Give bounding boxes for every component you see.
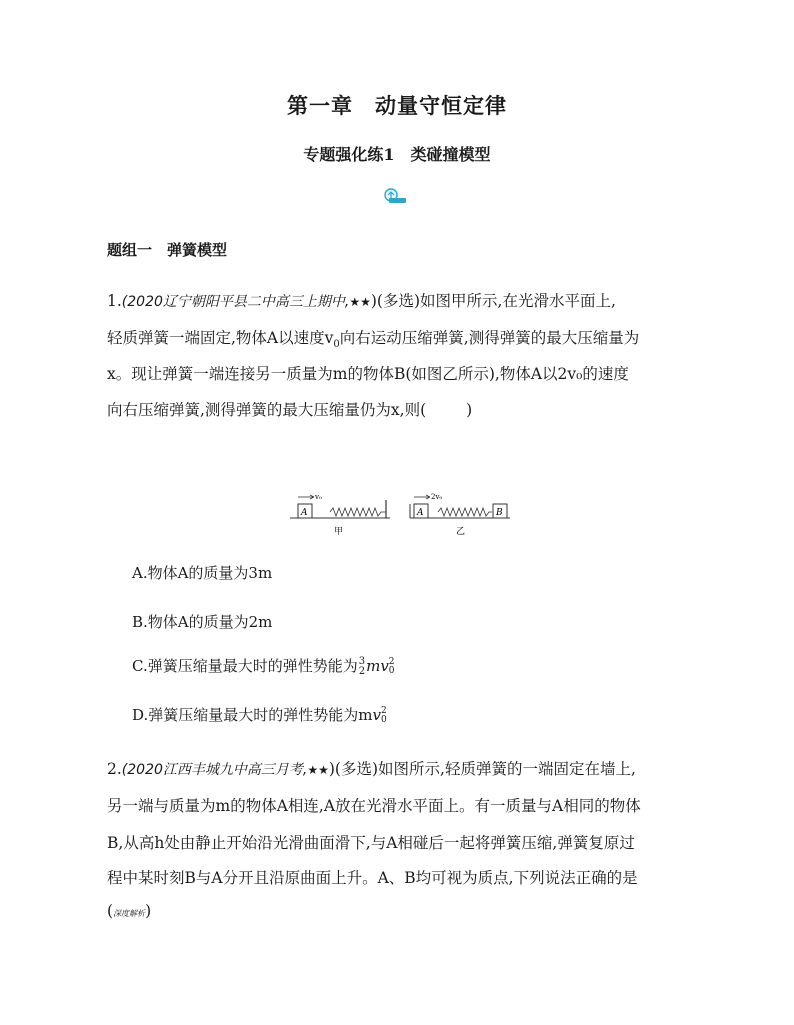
q1-line4-a: 向右压缩弹簧,测得弹簧的最大压缩量仍为x,则( (107, 401, 427, 419)
q1-line-2 (107, 326, 639, 350)
block-b-label: B (496, 508, 503, 518)
option-c[interactable]: C.弹簧压缩量最大时的弹性势能为 3 2 mv 2 0 (132, 656, 395, 677)
section-subtitle: 专题强化练1 类碰撞模型 (303, 145, 491, 164)
q2-line-1 (107, 757, 636, 779)
q2-line-2: 另一端与质量为m的物体A相连,A放在光滑水平面上。有一质量与A相同的物体 (107, 797, 641, 815)
difficulty-stars-icon: ★★ (307, 763, 329, 777)
option-c-prefix: C.弹簧压缩量最大时的弹性势能为 (132, 657, 358, 675)
q2-line1-text: (多选)如图所示,轻质弹簧的一端固定在墙上, (334, 760, 636, 778)
q1-line2-a: 轻质弹簧一端固定,物体A以速度v (107, 329, 334, 347)
q1-line-3: x。现让弹簧一端连接另一质量为m的物体B(如图乙所示),物体A以2v₀的速度 (107, 365, 629, 383)
option-d-expr: v (372, 706, 381, 724)
chapter-title: 第一章 动量守恒定律 (287, 93, 507, 118)
caption-right: 乙 (456, 527, 466, 537)
caption-left: 甲 (334, 527, 344, 537)
q2-source: (2020江西丰城九中高三月考, (121, 762, 308, 778)
deep-analysis-tag[interactable]: 深度解析 (113, 909, 146, 918)
answer-badge-icon[interactable] (383, 188, 407, 204)
q1-line-1 (107, 289, 616, 311)
fraction-three-halves: 3 2 (358, 656, 366, 677)
left-velocity-label: v₀ (315, 493, 322, 501)
q1-source-close: ) (370, 292, 377, 310)
option-c-expr: mv (366, 657, 389, 675)
q1-source: (2020辽宁朝阳平县二中高三上期中, (121, 294, 350, 310)
q2-line-3: B,从高h处由静止开始沿光滑曲面滑下,与A相碰后一起将弹簧压缩,弹簧复原过 (107, 834, 635, 852)
q1-line1-text: (多选)如图甲所示,在光滑水平面上, (376, 292, 616, 310)
q2-source-close: ) (328, 760, 335, 778)
spring-diagram (290, 490, 520, 538)
right-velocity-label: 2v₀ (431, 493, 443, 501)
block-a-left-label: A (301, 508, 308, 518)
right-spring (438, 508, 492, 516)
q2-line-4: 程中某时刻B与A分开且沿原曲面上升。A、B均可视为质点,下列说法正确的是 (107, 869, 638, 887)
q1-line4-b: ) (466, 401, 473, 419)
q1-line2-b: 向右运动压缩弹簧,测得弹簧的最大压缩量为 (339, 329, 640, 347)
block-a-right-label: A (417, 508, 424, 518)
group-heading: 题组一 弹簧模型 (107, 241, 228, 259)
q2-number: 2. (107, 760, 122, 778)
difficulty-stars-icon: ★★ (349, 295, 371, 309)
q1-line-4 (107, 398, 472, 420)
option-d-prefix: D.弹簧压缩量最大时的弹性势能为m (132, 706, 373, 724)
option-b[interactable]: B.物体A的质量为2m (132, 613, 273, 631)
q1-line2-sub: 0 (333, 339, 340, 351)
option-d[interactable]: D.弹簧压缩量最大时的弹性势能为mv 2 0 (132, 706, 387, 725)
q2-line-5: (深度解析) (107, 902, 152, 920)
q1-number: 1. (107, 292, 122, 310)
left-spring (330, 508, 386, 516)
option-a[interactable]: A.物体A的质量为3m (132, 564, 273, 582)
